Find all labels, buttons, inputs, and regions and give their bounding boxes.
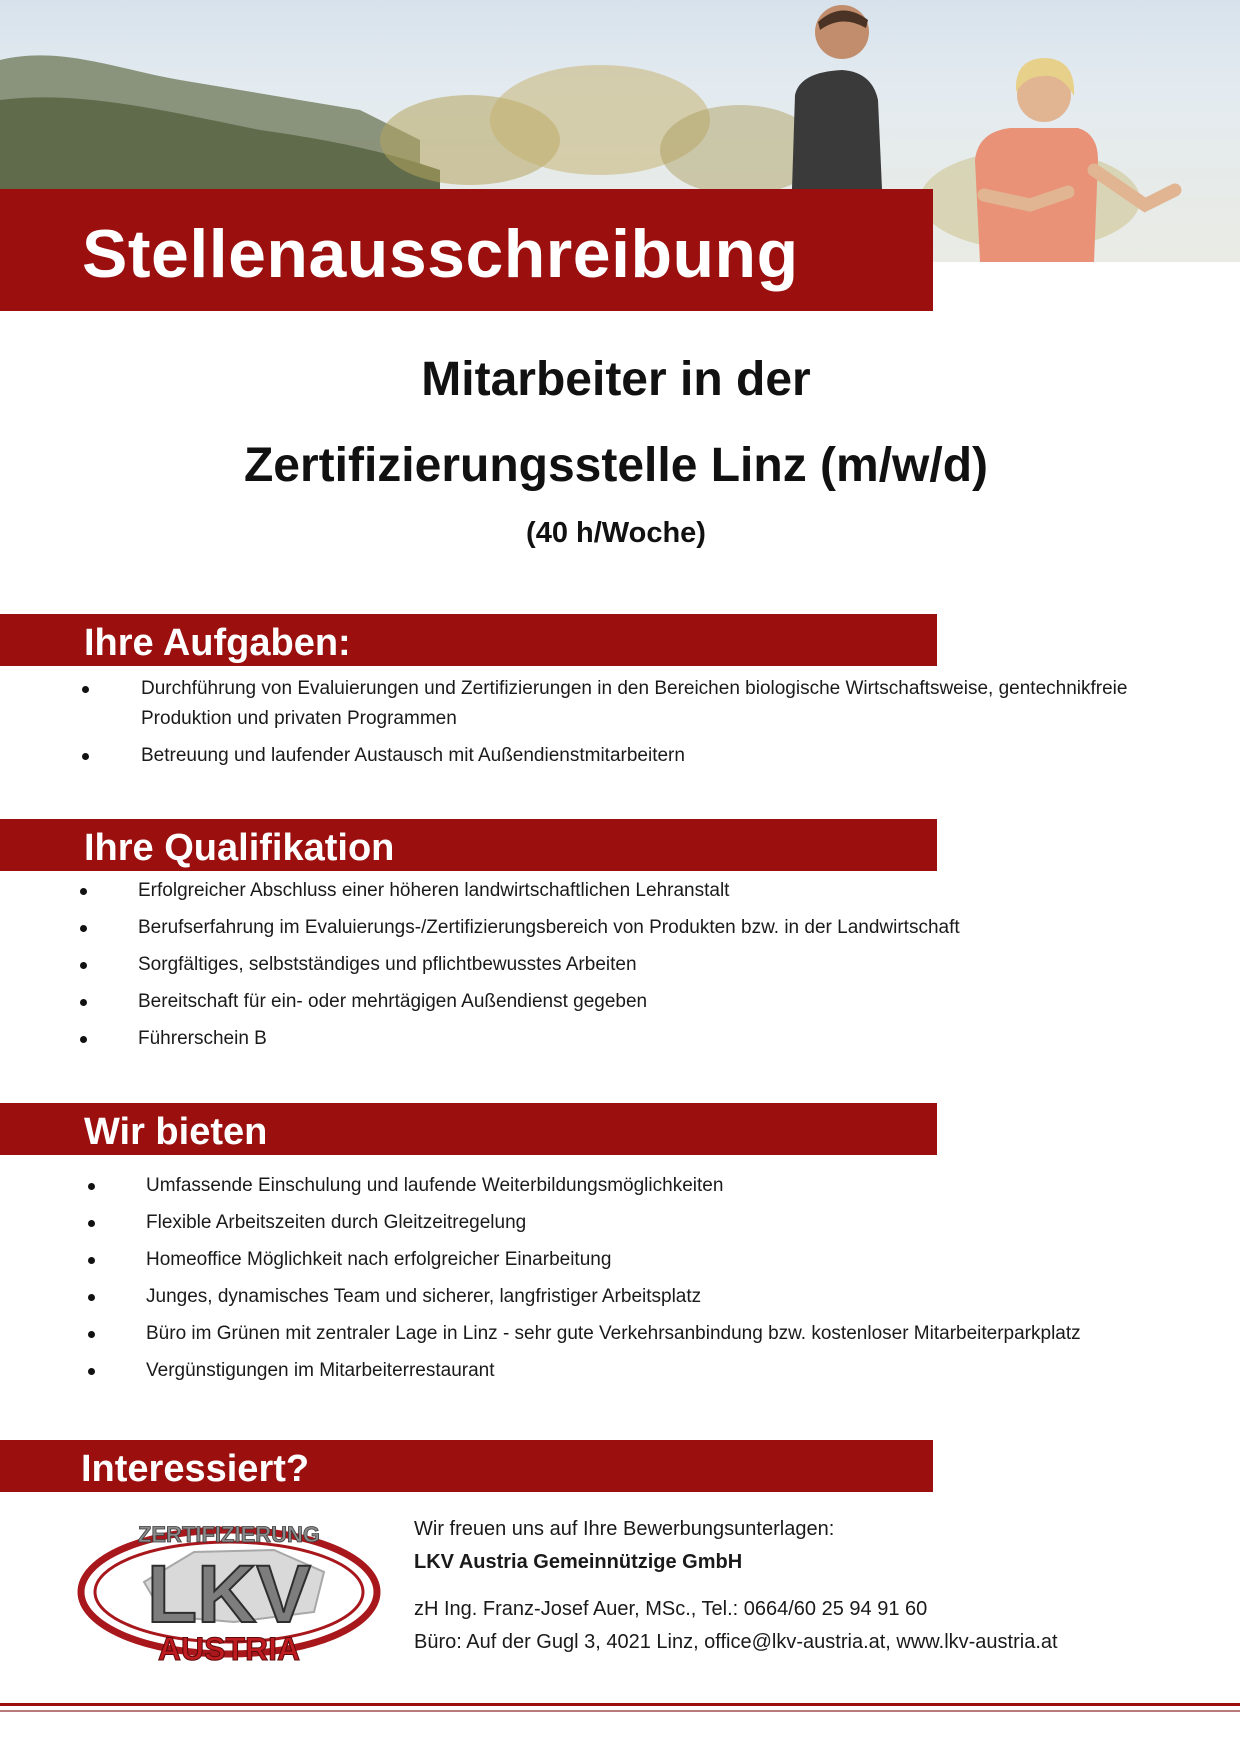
bullet-icon bbox=[82, 753, 89, 760]
bullet-icon bbox=[88, 1220, 95, 1227]
list-item: Bereitschaft für ein- oder mehrtägigen Außendienst gegeben bbox=[0, 987, 1200, 1017]
list-item: Berufserfahrung im Evaluierungs-/Zertifizierungsbereich von Produkten bzw. in der Landwirtschaft bbox=[0, 913, 1200, 943]
list-item: Flexible Arbeitszeiten durch Gleitzeitregelung bbox=[0, 1208, 1200, 1238]
bullet-icon bbox=[88, 1257, 95, 1264]
list-item: Sorgfältiges, selbstständiges und pflichtbewusstes Arbeiten bbox=[0, 950, 1200, 980]
bullet-icon bbox=[80, 999, 87, 1006]
job-title-line-2: Zertifizierungsstelle Linz (m/w/d) bbox=[243, 439, 989, 492]
logo-bottom-text: AUSTRIA bbox=[157, 1631, 301, 1667]
logo-main-text: LKV bbox=[147, 1549, 311, 1640]
section-heading: Ihre Qualifikation bbox=[84, 827, 395, 869]
footer-divider-thin bbox=[0, 1710, 1240, 1712]
angebot-list bbox=[0, 1171, 1200, 1386]
aufgaben-list bbox=[0, 674, 1200, 771]
footer-divider bbox=[0, 1703, 1240, 1706]
list-item: Vergünstigungen im Mitarbeiterrestaurant bbox=[0, 1356, 1200, 1386]
contact-intro: Wir freuen uns auf Ihre Bewerbungsunterlagen: bbox=[414, 1518, 835, 1540]
bullet-icon bbox=[88, 1331, 95, 1338]
contact-address[interactable]: Büro: Auf der Gugl 3, 4021 Linz, office@lkv-austria.at, www.lkv-austria.at bbox=[414, 1631, 1058, 1653]
list-item: Homeoffice Möglichkeit nach erfolgreicher Einarbeitung bbox=[0, 1245, 1200, 1275]
lkv-austria-logo bbox=[74, 1512, 384, 1668]
list-item: Durchführung von Evaluierungen und Zertifizierungen in den Bereichen biologische Wirtschaftsweise, gentechnikfreie bbox=[0, 674, 1200, 704]
contact-company: LKV Austria Gemeinnützige GmbH bbox=[414, 1551, 743, 1573]
section-heading: Ihre Aufgaben: bbox=[84, 622, 351, 664]
bullet-icon bbox=[80, 888, 87, 895]
section-heading: Wir bieten bbox=[84, 1111, 268, 1153]
bullet-icon bbox=[80, 925, 87, 932]
section-header-aufgaben bbox=[0, 614, 937, 666]
list-item: Junges, dynamisches Team und sicherer, langfristiger Arbeitsplatz bbox=[0, 1282, 1200, 1312]
job-title-line-1: Mitarbeiter in der bbox=[421, 353, 811, 406]
job-hours: (40 h/Woche) bbox=[526, 517, 706, 549]
logo-top-text: ZERTIFIZIERUNG bbox=[137, 1522, 321, 1547]
bullet-icon bbox=[88, 1183, 95, 1190]
list-item: Erfolgreicher Abschluss einer höheren landwirtschaftlichen Lehranstalt bbox=[0, 876, 1200, 906]
list-item: Umfassende Einschulung und laufende Weiterbildungsmöglichkeiten bbox=[0, 1171, 1200, 1201]
qualifikation-list bbox=[0, 876, 1200, 1054]
bullet-icon bbox=[88, 1294, 95, 1301]
contact-person: zH Ing. Franz-Josef Auer, MSc., Tel.: 0664/60 25 94 91 60 bbox=[414, 1598, 928, 1620]
bullet-icon bbox=[82, 686, 89, 693]
list-item: Führerschein B bbox=[0, 1024, 1200, 1054]
header-banner bbox=[0, 189, 933, 311]
section-header-wir-bieten bbox=[0, 1103, 937, 1155]
list-item: Betreuung und laufender Austausch mit Außendienstmitarbeitern bbox=[0, 741, 1200, 771]
section-header-interessiert bbox=[0, 1440, 933, 1492]
page-title: Stellenausschreibung bbox=[82, 216, 799, 292]
bullet-icon bbox=[80, 962, 87, 969]
section-heading: Interessiert? bbox=[81, 1448, 310, 1490]
section-header-qualifikation bbox=[0, 819, 937, 871]
bullet-icon bbox=[88, 1368, 95, 1375]
bullet-icon bbox=[80, 1036, 87, 1043]
list-item-continuation: Produktion und privaten Programmen bbox=[141, 708, 457, 729]
list-item: Büro im Grünen mit zentraler Lage in Linz - sehr gute Verkehrsanbindung bzw. kostenloser Mitarbeiterparkplatz bbox=[0, 1319, 1200, 1349]
